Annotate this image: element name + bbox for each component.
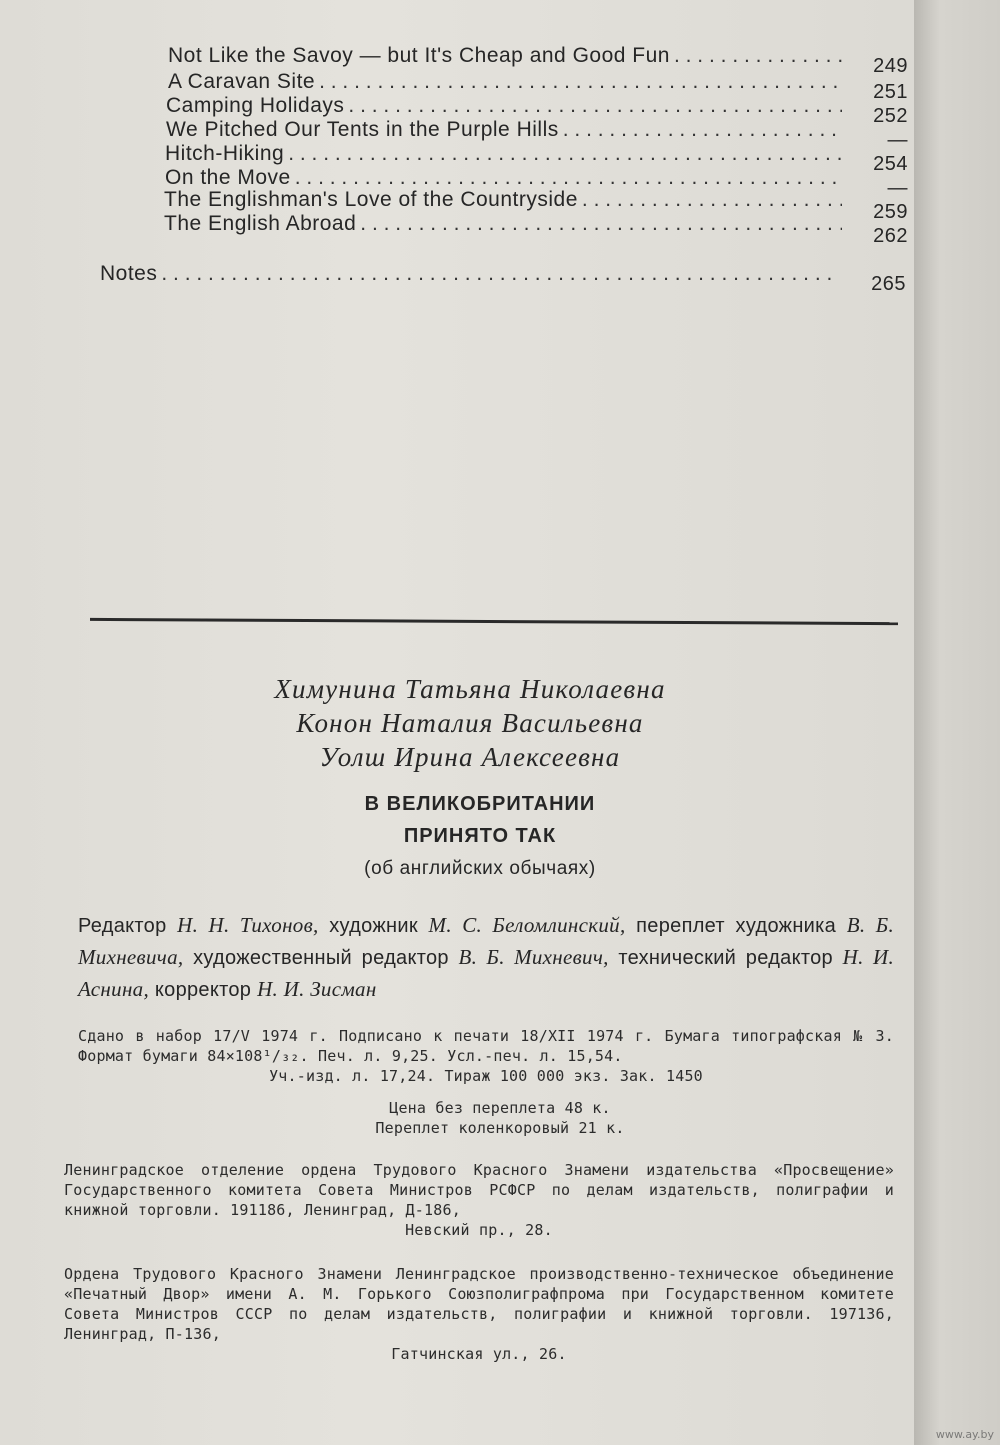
toc-page: — [887,129,908,151]
book-title-line: В ВЕЛИКОБРИТАНИИ [364,793,596,815]
staff-role: Редактор [78,915,178,937]
staff-role: технический редактор [608,947,843,969]
print-details-line: Уч.-изд. л. 17,24. Тираж 100 000 экз. Зак. 1450 [269,1067,703,1085]
toc-title: Notes [100,262,158,285]
editorial-staff [78,910,894,1006]
toc-title: Hitch-Hiking [165,142,285,165]
staff-person: В. Б. Михневича, [78,913,894,969]
toc-leader [674,44,842,68]
toc-title: On the Move [165,166,291,189]
staff-person: М. С. Беломлинский, [428,913,626,937]
toc-page: 262 [873,225,908,247]
toc-page: 251 [873,81,908,103]
print-details-line: Сдано в набор 17/V 1974 г. Подписано к печати 18/XII 1974 г. Бумага типографская № 3. Формат бумаги 84×108¹/₃₂. Печ. л. 9,25. Усл.-печ. л. 15,54. [78,1027,894,1065]
toc-leader [161,262,840,286]
toc-entry [168,70,908,103]
toc-leader [563,118,842,142]
publisher-address: Невский пр., 28. [405,1221,553,1239]
toc-page: 265 [871,273,906,295]
toc-entry [164,188,908,223]
toc-entry [166,94,908,127]
toc-entry [166,118,908,151]
toc-leader [319,70,842,94]
authors-block [100,672,840,774]
price-line: Цена без переплета 48 к. [389,1099,611,1117]
toc-entry [168,44,908,77]
book-subtitle: (об английских обычаях) [364,858,596,879]
divider-rule [90,618,898,625]
toc-page: 259 [873,201,908,223]
toc-leader [288,142,842,166]
toc-leader [348,94,842,118]
toc-title: Camping Holidays [166,94,345,117]
staff-person: В. Б. Михневич, [458,945,609,969]
toc-page: 252 [873,105,908,127]
print-details [78,1026,894,1086]
toc-title: A Caravan Site [168,70,316,93]
staff-person: Н. И. Аснина, [78,945,895,1001]
printer-address: Гатчинская ул., 26. [391,1345,567,1363]
toc-entry-notes [100,262,906,295]
toc-page: — [887,177,908,199]
toc-leader [295,166,842,190]
toc-entry [164,212,908,247]
staff-role: художник [318,915,429,937]
toc-title: The Englishman's Love of the Countryside [164,188,578,211]
author-name: Химунина Татьяна Николаевна [274,674,666,704]
toc-title: Not Like the Savoy — but It's Cheap and Good Fun [168,44,670,67]
author-name: Конон Наталия Васильевна [296,708,644,738]
staff-person: Н. И. Зисман [257,977,377,1001]
toc-leader [360,212,842,236]
watermark-text: www.ay.by [935,1428,994,1441]
printer-block [64,1264,894,1364]
staff-role: художественный редактор [183,947,459,969]
toc-page: 249 [873,55,908,77]
printer-text: Ордена Трудового Красного Знамени Ленинградское производственно-техническое объединение «Печатный Двор» имени А. М. Горького Союзполиграфпрома при Государственном комитете Совета Министров СССР по делам издательств, полиграфии и книжной торговли. 197136, Ленинград, П-136, [64,1265,894,1343]
staff-person: Н. Н. Тихонов, [177,913,319,937]
toc-title: We Pitched Our Tents in the Purple Hills [166,118,559,141]
publisher-text: Ленинградское отделение ордена Трудового Красного Знамени издательства «Просвещение» Государственного комитета Совета Министров РСФСР по делам издательств, полиграфии и книжной торговли. 191186, Ленинград, Д-186, [64,1161,894,1219]
author-name: Уолш Ирина Алексеевна [319,742,621,772]
staff-role: переплет художника [625,915,847,937]
toc-page: 254 [873,153,908,175]
publisher-block [64,1160,894,1240]
staff-role: корректор [149,979,258,1001]
toc-entry [165,166,908,199]
book-title [100,788,860,852]
price-line: Переплет коленкоровый 21 к. [375,1119,625,1137]
book-title-line: ПРИНЯТО ТАК [403,825,557,847]
price-block [300,1098,700,1138]
toc-entry [165,142,908,175]
toc-title: The English Abroad [164,212,357,235]
book-gutter [914,0,1000,1445]
toc-leader [582,188,842,212]
